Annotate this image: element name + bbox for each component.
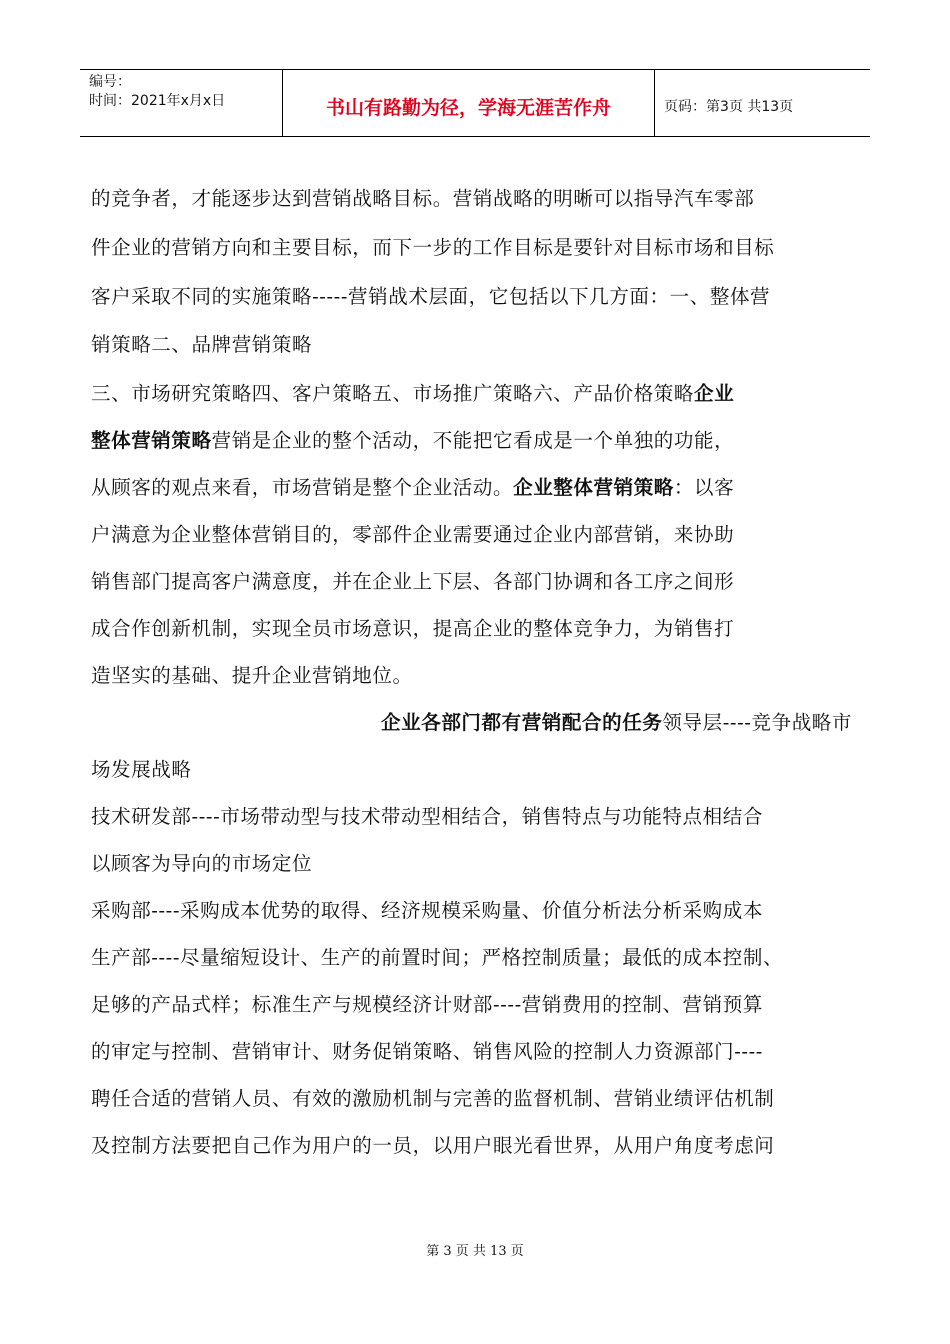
text-line: 件企业的营销方向和主要目标，而下一步的工作目标是要针对目标市场和目标 bbox=[91, 235, 775, 259]
text-line: 的审定与控制、营销审计、财务促销策略、销售风险的控制人力资源部门---- bbox=[91, 1040, 763, 1064]
text-line bbox=[91, 464, 866, 511]
text-line: 销售部门提高客户满意度，并在企业上下层、各部门协调和各工序之间形 bbox=[91, 570, 735, 594]
text-line: 的竞争者，才能逐步达到营销战略目标。营销战略的明晰可以指导汽车零部 bbox=[91, 187, 755, 210]
text-span: 领导层----竞争战略市 bbox=[662, 711, 852, 735]
text-line: 足够的产品式样；标准生产与规模经济计财部----营销费用的控制、营销预算 bbox=[91, 993, 763, 1017]
text-line: 户满意为企业整体营销目的，零部件企业需要通过企业内部营销，来协助 bbox=[91, 523, 735, 547]
text-line: 销策略二、品牌营销策略 bbox=[91, 333, 313, 357]
header-page-label: 页码：第3页 共13页 bbox=[664, 99, 794, 115]
bold-heading: 整体营销策略 bbox=[91, 429, 212, 453]
text-span: 营销是企业的整个活动，不能把它看成是一个单独的功能， bbox=[211, 429, 735, 453]
bold-heading: 企业整体营销策略 bbox=[513, 476, 674, 500]
text-span: ：以客 bbox=[673, 476, 735, 500]
text-line: 客户采取不同的实施策略-----营销战术层面，它包括以下几方面：一、整体营 bbox=[91, 284, 771, 308]
text-line: 采购部----采购成本优势的取得、经济规模采购量、价值分析法分析采购成本 bbox=[91, 899, 763, 923]
text-span: 从顾客的观点来看，市场营销是整个企业活动。 bbox=[91, 476, 514, 500]
header-motto: 书山有路勤为径，学海无涯苦作舟 bbox=[283, 70, 655, 136]
text-line: 聘任合适的营销人员、有效的激励机制与完善的监督机制、营销业绩评估机制 bbox=[91, 1087, 775, 1111]
page-header bbox=[80, 69, 870, 137]
text-line bbox=[91, 417, 866, 464]
text-line: 技术研发部----市场带动型与技术带动型相结合，销售特点与功能特点相结合 bbox=[91, 805, 763, 829]
text-line bbox=[91, 370, 866, 417]
number-label: 编号： bbox=[89, 74, 131, 90]
text-line: 生产部----尽量缩短设计、生产的前置时间；严格控制质量；最低的成本控制、 bbox=[91, 946, 784, 970]
text-line: 造坚实的基础、提升企业营销地位。 bbox=[91, 664, 413, 688]
text-line: 及控制方法要把自己作为用户的一员，以用户眼光看世界，从用户角度考虑问 bbox=[91, 1134, 775, 1158]
bold-heading: 企业各部门都有营销配合的任务 bbox=[381, 711, 663, 735]
text-line bbox=[91, 699, 866, 746]
paragraph-departments bbox=[91, 699, 866, 1169]
bold-heading: 企业 bbox=[694, 382, 735, 406]
text-line: 以顾客为导向的市场定位 bbox=[91, 852, 313, 876]
header-meta bbox=[80, 70, 283, 136]
document-body bbox=[91, 175, 866, 1169]
paragraph-overall-marketing bbox=[91, 370, 866, 699]
paragraph-strategy-intro bbox=[91, 175, 866, 370]
text-span: 三、市场研究策略四、客户策略五、市场推广策略六、产品价格策略 bbox=[91, 382, 695, 406]
text-line: 成合作创新机制，实现全员市场意识，提高企业的整体竞争力，为销售打 bbox=[91, 617, 735, 641]
page-footer: 第 3 页 共 13 页 bbox=[426, 1244, 524, 1259]
text-line: 场发展战略 bbox=[91, 758, 192, 782]
date-label: 时间：2021年x月x日 bbox=[89, 93, 226, 109]
